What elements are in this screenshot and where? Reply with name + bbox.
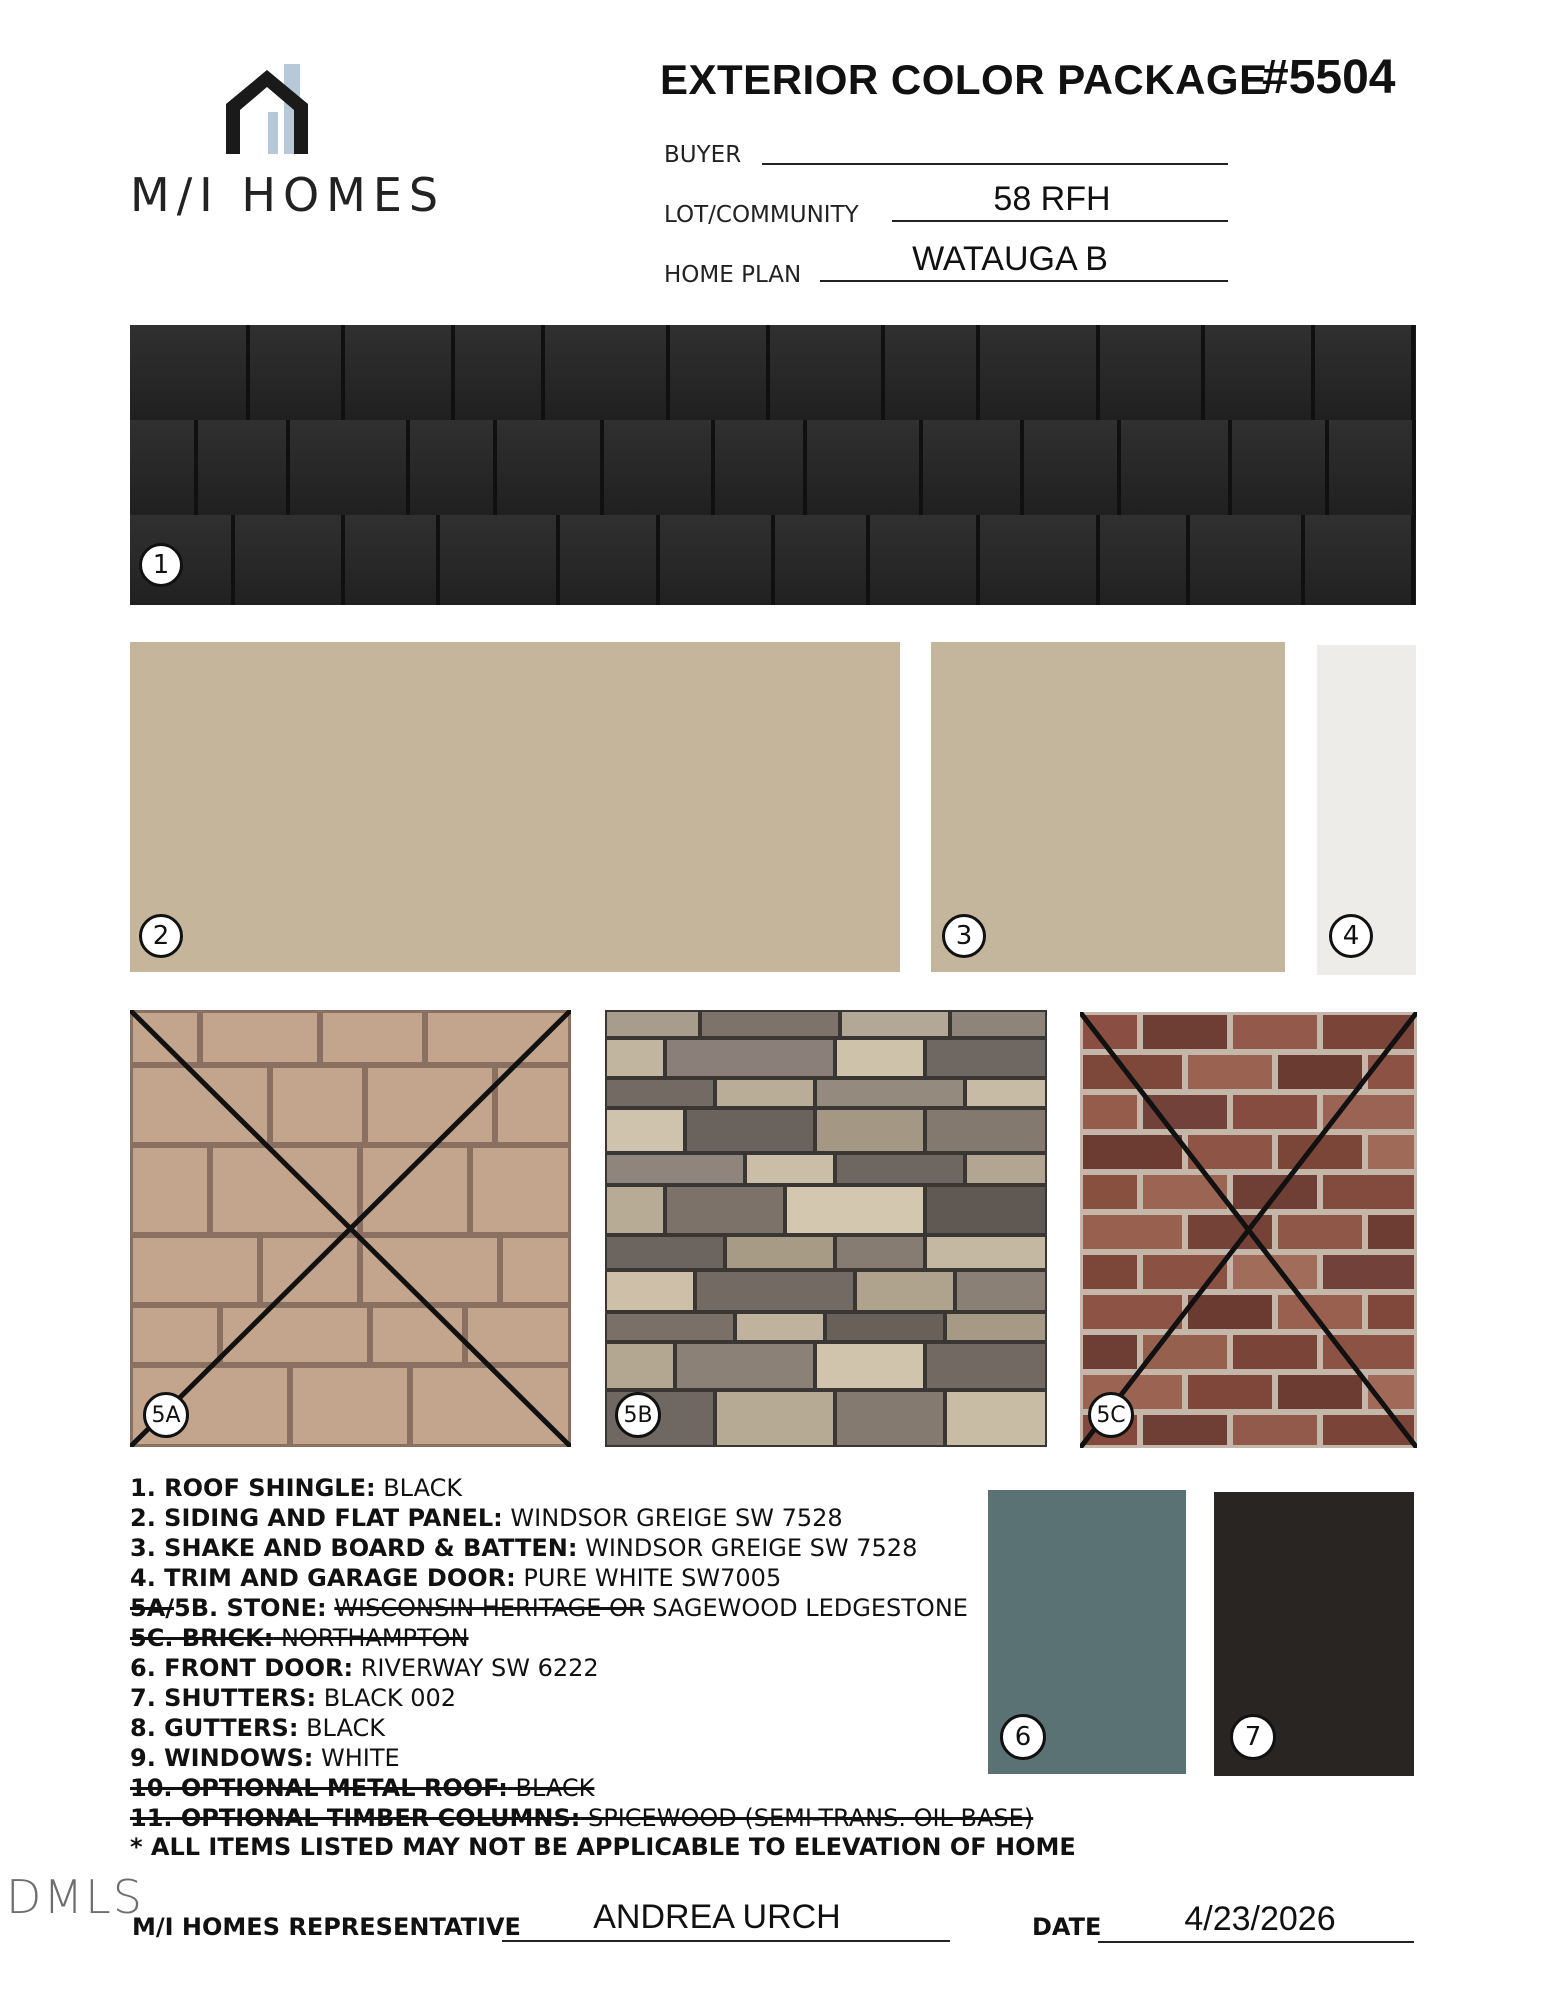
list-item: 2. SIDING AND FLAT PANEL: WINDSOR GREIGE SW 7528 xyxy=(130,1504,843,1532)
list-item: 10. OPTIONAL METAL ROOF: BLACK xyxy=(130,1774,595,1802)
brick-5c-swatch xyxy=(1080,1012,1417,1448)
applicability-note: * ALL ITEMS LISTED MAY NOT BE APPLICABLE TO ELEVATION OF HOME xyxy=(130,1833,1076,1861)
list-item: 9. WINDOWS: WHITE xyxy=(130,1744,400,1772)
roof-shingle-swatch xyxy=(130,325,1416,605)
list-item: 3. SHAKE AND BOARD & BATTEN: WINDSOR GREIGE SW 7528 xyxy=(130,1534,918,1562)
rep-value: ANDREA URCH xyxy=(593,1898,841,1936)
dmls-watermark: DMLS xyxy=(6,1870,144,1924)
badge-7: 7 xyxy=(1230,1714,1276,1760)
buyer-label: BUYER xyxy=(664,142,742,168)
list-item: 4. TRIM AND GARAGE DOOR: PURE WHITE SW7005 xyxy=(130,1564,782,1592)
date-label: DATE xyxy=(1032,1913,1102,1941)
badge-5a: 5A xyxy=(143,1392,189,1438)
badge-6: 6 xyxy=(1000,1714,1046,1760)
package-number: #5504 xyxy=(1262,51,1396,104)
page-title: EXTERIOR COLOR PACKAGE xyxy=(660,56,1268,103)
list-item: 1. ROOF SHINGLE: BLACK xyxy=(130,1474,463,1502)
list-item: 8. GUTTERS: BLACK xyxy=(130,1714,385,1742)
list-item: 5A/5B. STONE: WISCONSIN HERITAGE OR SAGEWOOD LEDGESTONE xyxy=(130,1594,968,1622)
list-item: 7. SHUTTERS: BLACK 002 xyxy=(130,1684,457,1712)
plan-label: HOME PLAN xyxy=(664,262,802,288)
mi-homes-logo-icon xyxy=(222,64,326,154)
stone-5b-swatch xyxy=(605,1010,1047,1447)
stone-5a-swatch xyxy=(130,1010,571,1447)
lot-label: LOT/COMMUNITY xyxy=(664,202,859,228)
list-item: 11. OPTIONAL TIMBER COLUMNS: SPICEWOOD (SEMI-TRANS. OIL BASE) xyxy=(130,1804,1034,1832)
shake-swatch xyxy=(931,642,1285,972)
plan-line xyxy=(820,280,1228,282)
rep-label: M/I HOMES REPRESENTATIVE xyxy=(132,1913,521,1941)
plan-value: WATAUGA B xyxy=(912,240,1108,278)
lot-line xyxy=(892,220,1228,222)
date-line xyxy=(1098,1941,1414,1943)
badge-2: 2 xyxy=(139,914,183,958)
buyer-line xyxy=(762,163,1228,165)
rep-line xyxy=(502,1940,950,1942)
badge-5c: 5C xyxy=(1088,1392,1134,1438)
list-item: 6. FRONT DOOR: RIVERWAY SW 6222 xyxy=(130,1654,599,1682)
badge-5b: 5B xyxy=(615,1392,661,1438)
badge-1: 1 xyxy=(139,543,183,587)
date-value: 4/23/2026 xyxy=(1184,1900,1336,1938)
siding-swatch xyxy=(130,642,900,972)
list-item: 5C. BRICK: NORTHAMPTON xyxy=(130,1624,469,1652)
badge-4: 4 xyxy=(1329,914,1373,958)
logo-wordmark: M/I HOMES xyxy=(130,168,446,222)
lot-value: 58 RFH xyxy=(993,180,1111,218)
badge-3: 3 xyxy=(942,914,986,958)
color-spec-list xyxy=(130,1473,1076,1861)
